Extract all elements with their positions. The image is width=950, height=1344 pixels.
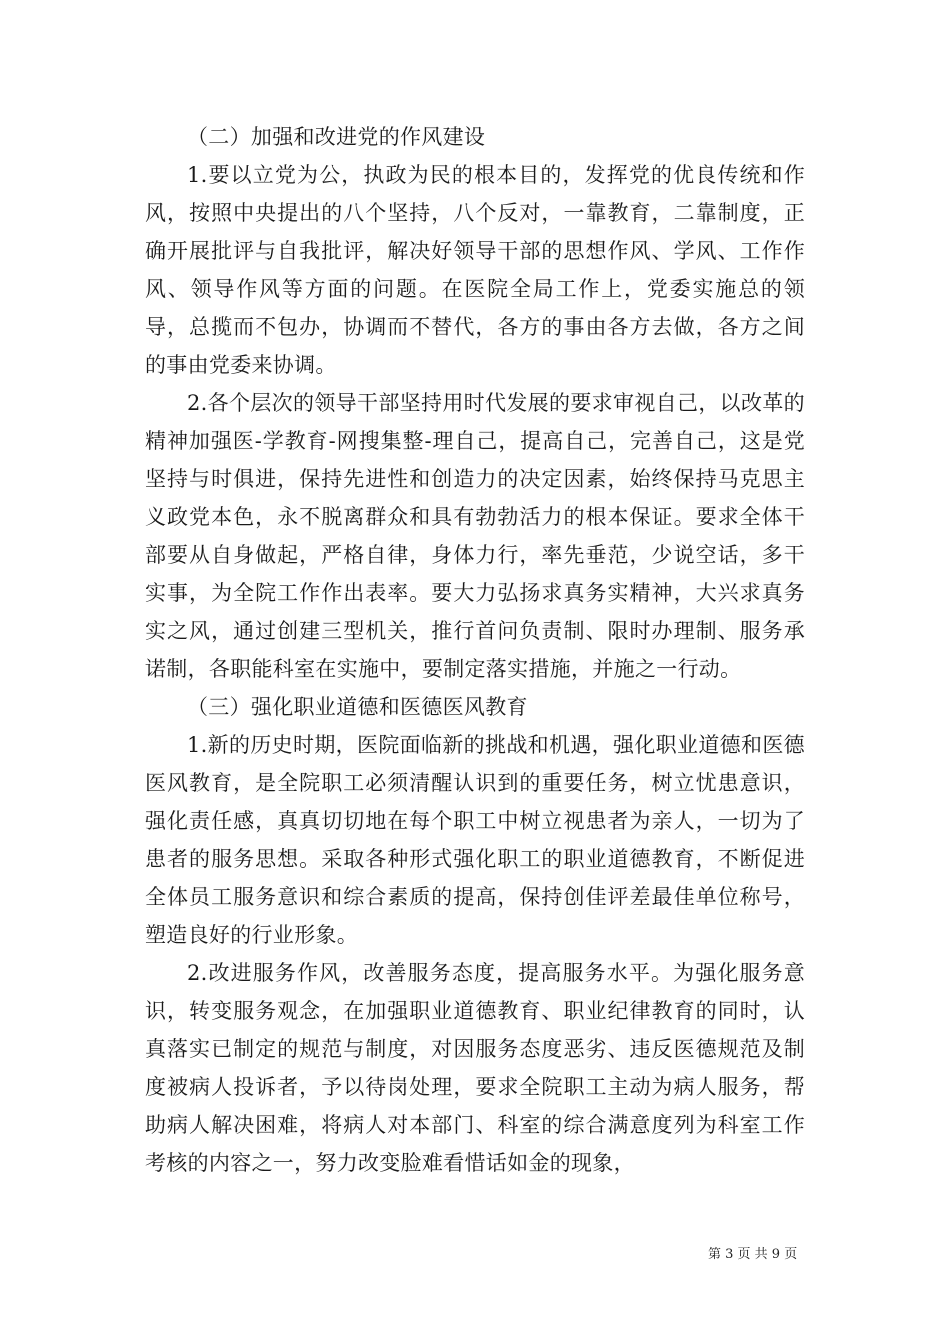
section-heading-3: （三）强化职业道德和医德医风教育 bbox=[187, 695, 528, 719]
section-heading-2: （二）加强和改进党的作风建设 bbox=[187, 125, 486, 149]
page-number: 第 3 页 共 9 页 bbox=[708, 1247, 798, 1262]
paragraph-3-1: 1.新的历史时期，医院面临新的挑战和机遇，强化职业道德和医德医风教育，是全院职工必须清醒认识到的重要任务，树立忧患意识，强化责任感，真真切切地在每个职工中树立视患者为亲人，一切为了患者的服务思想。采取各种形式强化职工的职业道德教育，不断促进全体员工服务意识和综合素质的提高，保持创佳评差最佳单位称号，塑造良好的行业形象。 bbox=[145, 733, 805, 947]
paragraph-2-2: 2.各个层次的领导干部坚持用时代发展的要求审视自己，以改革的精神加强医-学教育-网搜集整-理自己，提高自己，完善自己，这是党坚持与时俱进，保持先进性和创造力的决定因素，始终保持马克思主义政党本色，永不脱离群众和具有勃勃活力的根本保证。要求全体干部要从自身做起，严格自律，身体力行，率先垂范，少说空话，多干实事，为全院工作作出表率。要大力弘扬求真务实精神，大兴求真务实之风，通过创建三型机关，推行首问负责制、限时办理制、服务承诺制，各职能科室在实施中，要制定落实措施，并施之一行动。 bbox=[145, 391, 805, 681]
paragraph-3-2: 2.改进服务作风，改善服务态度，提高服务水平。为强化服务意识，转变服务观念，在加强职业道德教育、职业纪律教育的同时，认真落实已制定的规范与制度，对因服务态度恶劣、违反医德规范及制度被病人投诉者，予以待岗处理，要求全院职工主动为病人服务，帮助病人解决困难，将病人对本部门、科室的综合满意度列为科室工作考核的内容之一，努力改变脸难看惜话如金的现象， bbox=[145, 961, 805, 1175]
document-body bbox=[145, 118, 805, 1182]
paragraph-2-1: 1.要以立党为公，执政为民的根本目的，发挥党的优良传统和作风，按照中央提出的八个坚持，八个反对，一靠教育，二靠制度，正确开展批评与自我批评，解决好领导干部的思想作风、学风、工作作风、领导作风等方面的问题。在医院全局工作上，党委实施总的领导，总揽而不包办，协调而不替代，各方的事由各方去做，各方之间的事由党委来协调。 bbox=[145, 163, 805, 377]
